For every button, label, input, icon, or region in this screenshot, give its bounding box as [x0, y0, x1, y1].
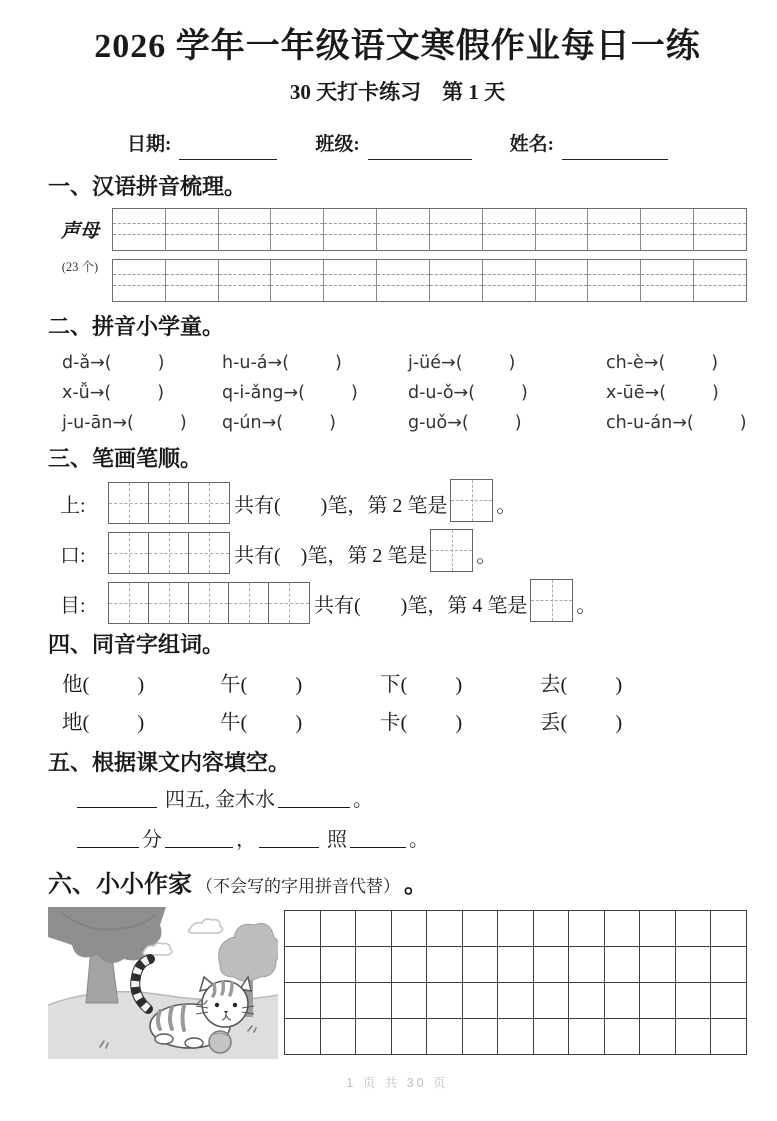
section6-heading-end: 。 [404, 872, 428, 898]
tian-cell [149, 533, 189, 573]
writing-cell [356, 983, 392, 1019]
pinyin-cell [641, 209, 694, 250]
tian-cell [109, 583, 149, 623]
writing-cell [427, 911, 463, 947]
writing-cell [285, 1019, 321, 1055]
fill-in-blank [278, 788, 350, 808]
pinyin-initials-block [48, 208, 747, 302]
fill-in-blank [77, 828, 139, 848]
fill-in-blank [259, 828, 319, 848]
pinyin-cell [588, 209, 641, 250]
writing-cell [498, 983, 534, 1019]
pinyin-exercise: x-ǚ→( ) [62, 383, 165, 403]
writing-exercise-block [48, 907, 747, 1059]
writing-cell [640, 1019, 676, 1055]
pinyin-cell [166, 209, 219, 250]
writing-grid-row [285, 983, 747, 1019]
writing-cell [463, 983, 499, 1019]
writing-cell [427, 947, 463, 983]
pinyin-cell [694, 260, 746, 301]
writing-cell [498, 1019, 534, 1055]
pinyin-exercise: d-u-ǒ→( ) [408, 383, 528, 403]
pinyin-exercise: j-u-ān→( ) [62, 413, 187, 433]
stroke-question-text: 共有( )笔，第 4 笔是 [314, 594, 528, 617]
pinyin-exercise: d-ǎ→( ) [62, 353, 165, 373]
writing-cell [285, 947, 321, 983]
pinyin-cell [113, 209, 166, 250]
page-number: 1 页 共 30 页 [346, 1076, 449, 1090]
homophone-exercise: 他( ) [62, 674, 145, 696]
writing-cell [427, 1019, 463, 1055]
pinyin-exercise: q-i-ǎng→( ) [222, 383, 358, 403]
pinyin-cell [219, 209, 272, 250]
pinyin-exercise: g-uǒ→( ) [408, 413, 522, 433]
date-label: 日期: [127, 134, 172, 155]
tian-cell [269, 583, 309, 623]
pinyin-cell [271, 260, 324, 301]
writing-cell [392, 911, 428, 947]
clue-text: ， [236, 829, 256, 851]
stroke-grid [108, 482, 230, 524]
student-info-row [48, 130, 747, 160]
homophone-block [62, 666, 747, 742]
pinyin-cell [219, 260, 272, 301]
character-label: 口: [60, 544, 86, 567]
writing-cell [711, 947, 747, 983]
name-label: 姓名: [509, 134, 554, 155]
period: 。 [496, 494, 517, 517]
section1-heading: 一、汉语拼音梳理。 [48, 174, 247, 199]
answer-grid [430, 529, 473, 572]
clue-text: 四五, 金木水 [160, 789, 275, 811]
pinyin-exercise-row [62, 348, 747, 378]
clue-text: 分 [142, 829, 162, 851]
writing-cell [285, 911, 321, 947]
tian-cell [189, 583, 229, 623]
pinyin-cell [166, 260, 219, 301]
writing-cell [321, 983, 357, 1019]
writing-cell [605, 911, 641, 947]
cat-paw [185, 1038, 203, 1048]
tian-cell [451, 480, 492, 521]
writing-cell [392, 983, 428, 1019]
tian-cell [189, 533, 229, 573]
initials-count: (23 个) [61, 260, 99, 274]
pinyin-exercise: q-ún→( ) [222, 413, 336, 433]
writing-grid [284, 910, 747, 1055]
name-blank-line [562, 136, 668, 160]
writing-cell [498, 947, 534, 983]
writing-cell [534, 947, 570, 983]
section6-heading-note: （不会写的字用拼音代替） [196, 877, 400, 896]
pinyin-cell [324, 260, 377, 301]
fill-in-line [74, 784, 747, 816]
homophone-row [62, 704, 747, 742]
pinyin-exercise: x-ūē→( ) [606, 383, 719, 403]
pinyin-cell [536, 260, 589, 301]
writing-cell [605, 983, 641, 1019]
writing-cell [427, 983, 463, 1019]
stroke-order-block [48, 480, 747, 626]
date-field [127, 130, 277, 160]
writing-cell [534, 911, 570, 947]
fill-in-block [48, 784, 747, 856]
pinyin-cell [641, 260, 694, 301]
pinyin-grid-row [112, 208, 747, 251]
stroke-row-mu [60, 580, 747, 626]
writing-cell [676, 947, 712, 983]
writing-cell [463, 911, 499, 947]
fill-in-blank [77, 788, 157, 808]
answer-grid [450, 479, 493, 522]
homophone-exercise: 午( ) [220, 674, 303, 696]
tian-cell [229, 583, 269, 623]
writing-cell [569, 983, 605, 1019]
writing-cell [392, 1019, 428, 1055]
homophone-exercise: 下( ) [380, 674, 463, 696]
character-label: 目: [60, 594, 86, 617]
tian-cell [431, 530, 472, 571]
page-subtitle: 30 天打卡练习 第 1 天 [289, 80, 506, 104]
section6-heading-main: 六、小小作家 [48, 872, 192, 898]
writing-cell [711, 911, 747, 947]
tian-cell [149, 483, 189, 523]
homophone-exercise: 卡( ) [380, 712, 463, 734]
writing-cell [356, 947, 392, 983]
pinyin-exercise: ch-è→( ) [606, 353, 719, 373]
pinyin-cell [588, 260, 641, 301]
period: 。 [476, 544, 497, 567]
pinyin-exercise: ch-u-án→( ) [606, 413, 747, 433]
section5-heading: 五、根据课文内容填空。 [48, 750, 291, 775]
pinyin-cell [271, 209, 324, 250]
tian-cell [189, 483, 229, 523]
writing-cell [711, 1019, 747, 1055]
writing-cell [285, 983, 321, 1019]
pinyin-cell [377, 260, 430, 301]
writing-cell [356, 911, 392, 947]
pinyin-cell [536, 209, 589, 250]
pinyin-writing-grids [112, 208, 747, 302]
fill-in-blank [350, 828, 406, 848]
date-blank-line [179, 136, 277, 160]
cat-illustration [48, 907, 278, 1059]
homophone-exercise: 丢( ) [540, 712, 623, 734]
initials-side-label [48, 208, 112, 302]
stroke-row-kou [60, 530, 747, 576]
writing-cell [569, 1019, 605, 1055]
initials-label: 声母 [60, 221, 99, 242]
stroke-grid [108, 582, 310, 624]
stroke-question-text: 共有( )笔，第 2 笔是 [234, 494, 448, 517]
period: 。 [576, 594, 597, 617]
section3-heading: 三、笔画笔顺。 [48, 446, 203, 471]
writing-cell [640, 911, 676, 947]
section4-heading: 四、同音字组词。 [48, 632, 225, 657]
writing-cell [463, 947, 499, 983]
clue-text: 照 [322, 829, 347, 851]
writing-cell [640, 983, 676, 1019]
stroke-question-text: 共有( )笔，第 2 笔是 [234, 544, 428, 567]
page-title: 2026 学年一年级语文寒假作业每日一练 [94, 28, 701, 65]
writing-grid-row [285, 911, 747, 947]
pinyin-cell [113, 260, 166, 301]
writing-cell [498, 911, 534, 947]
pinyin-exercise: h-u-á→( ) [222, 353, 342, 373]
clue-text: 。 [409, 829, 429, 851]
character-label: 上: [60, 494, 86, 517]
pinyin-exercise: j-üé→( ) [408, 353, 516, 373]
class-blank-line [368, 136, 472, 160]
pinyin-cell [430, 260, 483, 301]
writing-cell [569, 911, 605, 947]
writing-grid-row [285, 1019, 747, 1055]
cat-eye-left [215, 1003, 219, 1007]
writing-cell [321, 1019, 357, 1055]
homophone-exercise: 地( ) [62, 712, 145, 734]
fill-in-line [74, 824, 747, 856]
writing-cell [605, 947, 641, 983]
writing-cell [534, 983, 570, 1019]
homophone-exercise: 牛( ) [220, 712, 303, 734]
writing-cell [463, 1019, 499, 1055]
writing-cell [321, 911, 357, 947]
stroke-row-shang [60, 480, 747, 526]
section2-heading: 二、拼音小学童。 [48, 314, 225, 339]
writing-cell [640, 947, 676, 983]
pinyin-cell [324, 209, 377, 250]
pinyin-cell [377, 209, 430, 250]
pinyin-cell [694, 209, 746, 250]
stroke-grid [108, 532, 230, 574]
writing-cell [534, 1019, 570, 1055]
pinyin-blending-block [62, 348, 747, 438]
section6-heading [48, 864, 747, 899]
writing-cell [676, 911, 712, 947]
tian-cell [531, 580, 572, 621]
clue-text: 。 [353, 789, 373, 811]
pinyin-cell [430, 209, 483, 250]
writing-cell [356, 1019, 392, 1055]
homophone-exercise: 去( ) [540, 674, 623, 696]
tian-cell [109, 533, 149, 573]
writing-cell [676, 1019, 712, 1055]
writing-cell [569, 947, 605, 983]
class-field [315, 130, 471, 160]
cat-eye-right [233, 1003, 237, 1007]
pinyin-exercise-row [62, 378, 747, 408]
writing-cell [711, 983, 747, 1019]
pinyin-exercise-row [62, 408, 747, 438]
writing-cell [321, 947, 357, 983]
writing-cell [605, 1019, 641, 1055]
name-field [510, 130, 668, 160]
writing-cell [676, 983, 712, 1019]
answer-grid [530, 579, 573, 622]
pinyin-cell [483, 260, 536, 301]
pinyin-grid-row [112, 259, 747, 302]
writing-grid-row [285, 947, 747, 983]
tian-cell [149, 583, 189, 623]
homophone-row [62, 666, 747, 704]
tian-cell [109, 483, 149, 523]
class-label: 班级: [315, 134, 360, 155]
pinyin-cell [483, 209, 536, 250]
writing-cell [392, 947, 428, 983]
fill-in-blank [165, 828, 233, 848]
